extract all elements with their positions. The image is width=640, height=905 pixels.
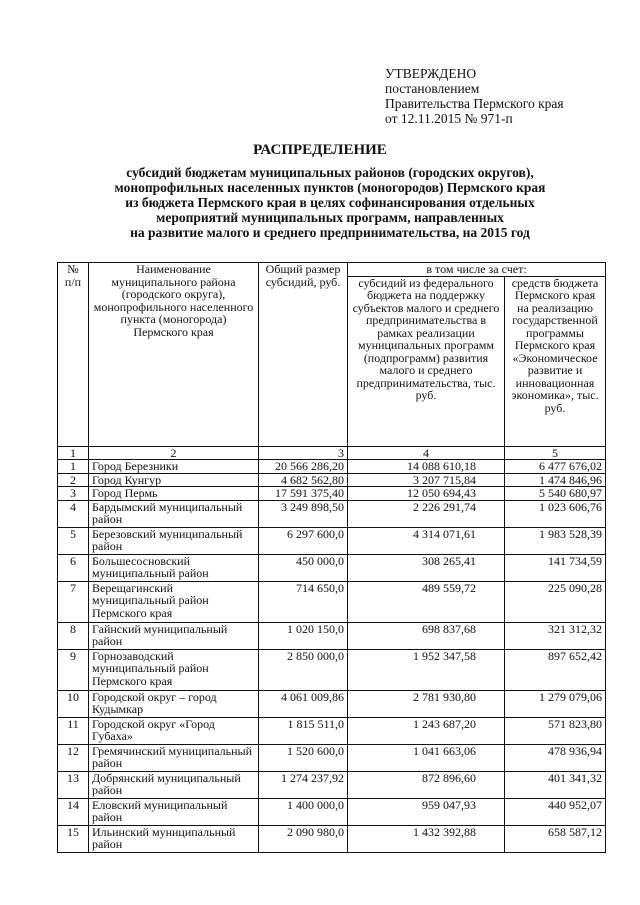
district-name: Верещагинский муниципальный район Пермского края [89, 581, 259, 622]
row-number: 13 [58, 771, 89, 798]
table-row [58, 798, 606, 825]
federal-amount: 872 896,60 [348, 771, 505, 798]
district-name: Городской округ – город Кудымкар [89, 690, 259, 717]
table-row [58, 554, 606, 581]
subtitle-line: субсидий бюджетам муниципальных районов (городских округов), [126, 165, 534, 180]
table-row [58, 622, 606, 649]
table-row [58, 473, 606, 487]
regional-amount: 658 587,12 [505, 825, 606, 852]
row-number: 7 [58, 581, 89, 622]
total-amount: 2 090 980,0 [259, 825, 348, 852]
table-row [58, 744, 606, 771]
federal-amount: 1 432 392,88 [348, 825, 505, 852]
regional-amount: 897 652,42 [505, 649, 606, 690]
table-row [58, 649, 606, 690]
header-total: Общий размер субсидий, руб. [259, 263, 348, 447]
district-name: Бардымский муниципальный район [89, 500, 259, 527]
federal-amount: 3 207 715,84 [348, 473, 505, 487]
district-name: Город Кунгур [89, 473, 259, 487]
total-amount: 17 591 375,40 [259, 487, 348, 501]
regional-amount: 141 734,59 [505, 554, 606, 581]
regional-amount: 440 952,07 [505, 798, 606, 825]
federal-amount: 1 041 663,06 [348, 744, 505, 771]
regional-amount: 5 540 680,97 [505, 487, 606, 501]
header-regional: средств бюджета Пермского края на реализацию государственной программы Пермского края «Экономическое развитие и инновационная экономика», тыс. руб. [505, 276, 606, 446]
federal-amount: 1 952 347,58 [348, 649, 505, 690]
regional-amount: 478 936,94 [505, 744, 606, 771]
regional-amount: 571 823,80 [505, 717, 606, 744]
table-row [58, 825, 606, 852]
row-number: 2 [58, 473, 89, 487]
approval-line-1: УТВЕРЖДЕНО [385, 66, 477, 81]
table-row [58, 581, 606, 622]
total-amount: 4 061 009,86 [259, 690, 348, 717]
district-name: Городской округ «Город Губаха» [89, 717, 259, 744]
regional-amount: 1 474 846,96 [505, 473, 606, 487]
subtitle-line: из бюджета Пермского края в целях софинансирования отдельных [125, 195, 535, 210]
regional-amount: 1 023 606,76 [505, 500, 606, 527]
table-row [58, 460, 606, 474]
regional-amount: 1 279 079,06 [505, 690, 606, 717]
table-row [58, 690, 606, 717]
federal-amount: 308 265,41 [348, 554, 505, 581]
federal-amount: 12 050 694,43 [348, 487, 505, 501]
district-name: Большесосновский муниципальный район [89, 554, 259, 581]
document-title: РАСПРЕДЕЛЕНИЕ [253, 142, 387, 158]
approval-line-3: Правительства Пермского края [385, 96, 564, 111]
total-amount: 4 682 562,80 [259, 473, 348, 487]
district-name: Ильинский муниципальный район [89, 825, 259, 852]
district-name: Еловский муниципальный район [89, 798, 259, 825]
subtitle-line: монопрофильных населенных пунктов (моногородов) Пермского края [114, 180, 546, 195]
district-name: Горнозаводский муниципальный район Пермского края [89, 649, 259, 690]
federal-amount: 959 047,93 [348, 798, 505, 825]
federal-amount: 1 243 687,20 [348, 717, 505, 744]
total-amount: 1 520 600,0 [259, 744, 348, 771]
col-number: 2 [89, 446, 259, 460]
total-amount: 1 400 000,0 [259, 798, 348, 825]
federal-amount: 14 088 610,18 [348, 460, 505, 474]
total-amount: 714 650,0 [259, 581, 348, 622]
district-name: Гремячинский муниципальный район [89, 744, 259, 771]
federal-amount: 2 226 291,74 [348, 500, 505, 527]
regional-amount: 321 312,32 [505, 622, 606, 649]
federal-amount: 2 781 930,80 [348, 690, 505, 717]
table-row [58, 487, 606, 501]
regional-amount: 1 983 528,39 [505, 527, 606, 554]
document-subtitle [80, 165, 580, 240]
row-number: 3 [58, 487, 89, 501]
approval-line-4: от 12.11.2015 № 971-п [385, 111, 513, 126]
row-number: 15 [58, 825, 89, 852]
federal-amount: 4 314 071,61 [348, 527, 505, 554]
subsidy-table [57, 262, 606, 853]
row-number: 10 [58, 690, 89, 717]
row-number: 5 [58, 527, 89, 554]
total-amount: 1 815 511,0 [259, 717, 348, 744]
column-numbers-row [58, 446, 606, 460]
header-num: № п/п [58, 263, 89, 447]
table-row [58, 527, 606, 554]
row-number: 9 [58, 649, 89, 690]
header-federal: субсидий из федерального бюджета на поддержку субъектов малого и среднего предпринимательства в рамках реализации муниципальных программ (подпрограмм) развития малого и среднего предпринимательства, тыс. руб. [348, 276, 505, 446]
subtitle-line: мероприятий муниципальных программ, направленных [156, 210, 504, 225]
approval-stamp [385, 66, 564, 126]
row-number: 11 [58, 717, 89, 744]
total-amount: 6 297 600,0 [259, 527, 348, 554]
subtitle-line: на развитие малого и среднего предпринимательства, на 2015 год [130, 225, 530, 240]
table-row [58, 500, 606, 527]
total-amount: 3 249 898,50 [259, 500, 348, 527]
total-amount: 1 020 150,0 [259, 622, 348, 649]
row-number: 14 [58, 798, 89, 825]
table-row [58, 771, 606, 798]
row-number: 12 [58, 744, 89, 771]
approval-line-2: постановлением [385, 81, 480, 96]
row-number: 6 [58, 554, 89, 581]
col-number: 3 [259, 446, 348, 460]
district-name: Город Пермь [89, 487, 259, 501]
federal-amount: 489 559,72 [348, 581, 505, 622]
regional-amount: 6 477 676,02 [505, 460, 606, 474]
federal-amount: 698 837,68 [348, 622, 505, 649]
table-row [58, 717, 606, 744]
district-name: Город Березники [89, 460, 259, 474]
total-amount: 450 000,0 [259, 554, 348, 581]
regional-amount: 225 090,28 [505, 581, 606, 622]
district-name: Гайнский муниципальный район [89, 622, 259, 649]
header-name: Наименование муниципального района (городского округа), монопрофильного населенного пункта (моногорода) Пермского края [89, 263, 259, 447]
col-number: 5 [505, 446, 606, 460]
row-number: 8 [58, 622, 89, 649]
header-including: в том числе за счет: [348, 263, 606, 277]
district-name: Добрянский муниципальный район [89, 771, 259, 798]
row-number: 1 [58, 460, 89, 474]
col-number: 4 [348, 446, 505, 460]
total-amount: 2 850 000,0 [259, 649, 348, 690]
total-amount: 1 274 237,92 [259, 771, 348, 798]
total-amount: 20 566 286,20 [259, 460, 348, 474]
regional-amount: 401 341,32 [505, 771, 606, 798]
col-number: 1 [58, 446, 89, 460]
district-name: Березовский муниципальный район [89, 527, 259, 554]
row-number: 4 [58, 500, 89, 527]
